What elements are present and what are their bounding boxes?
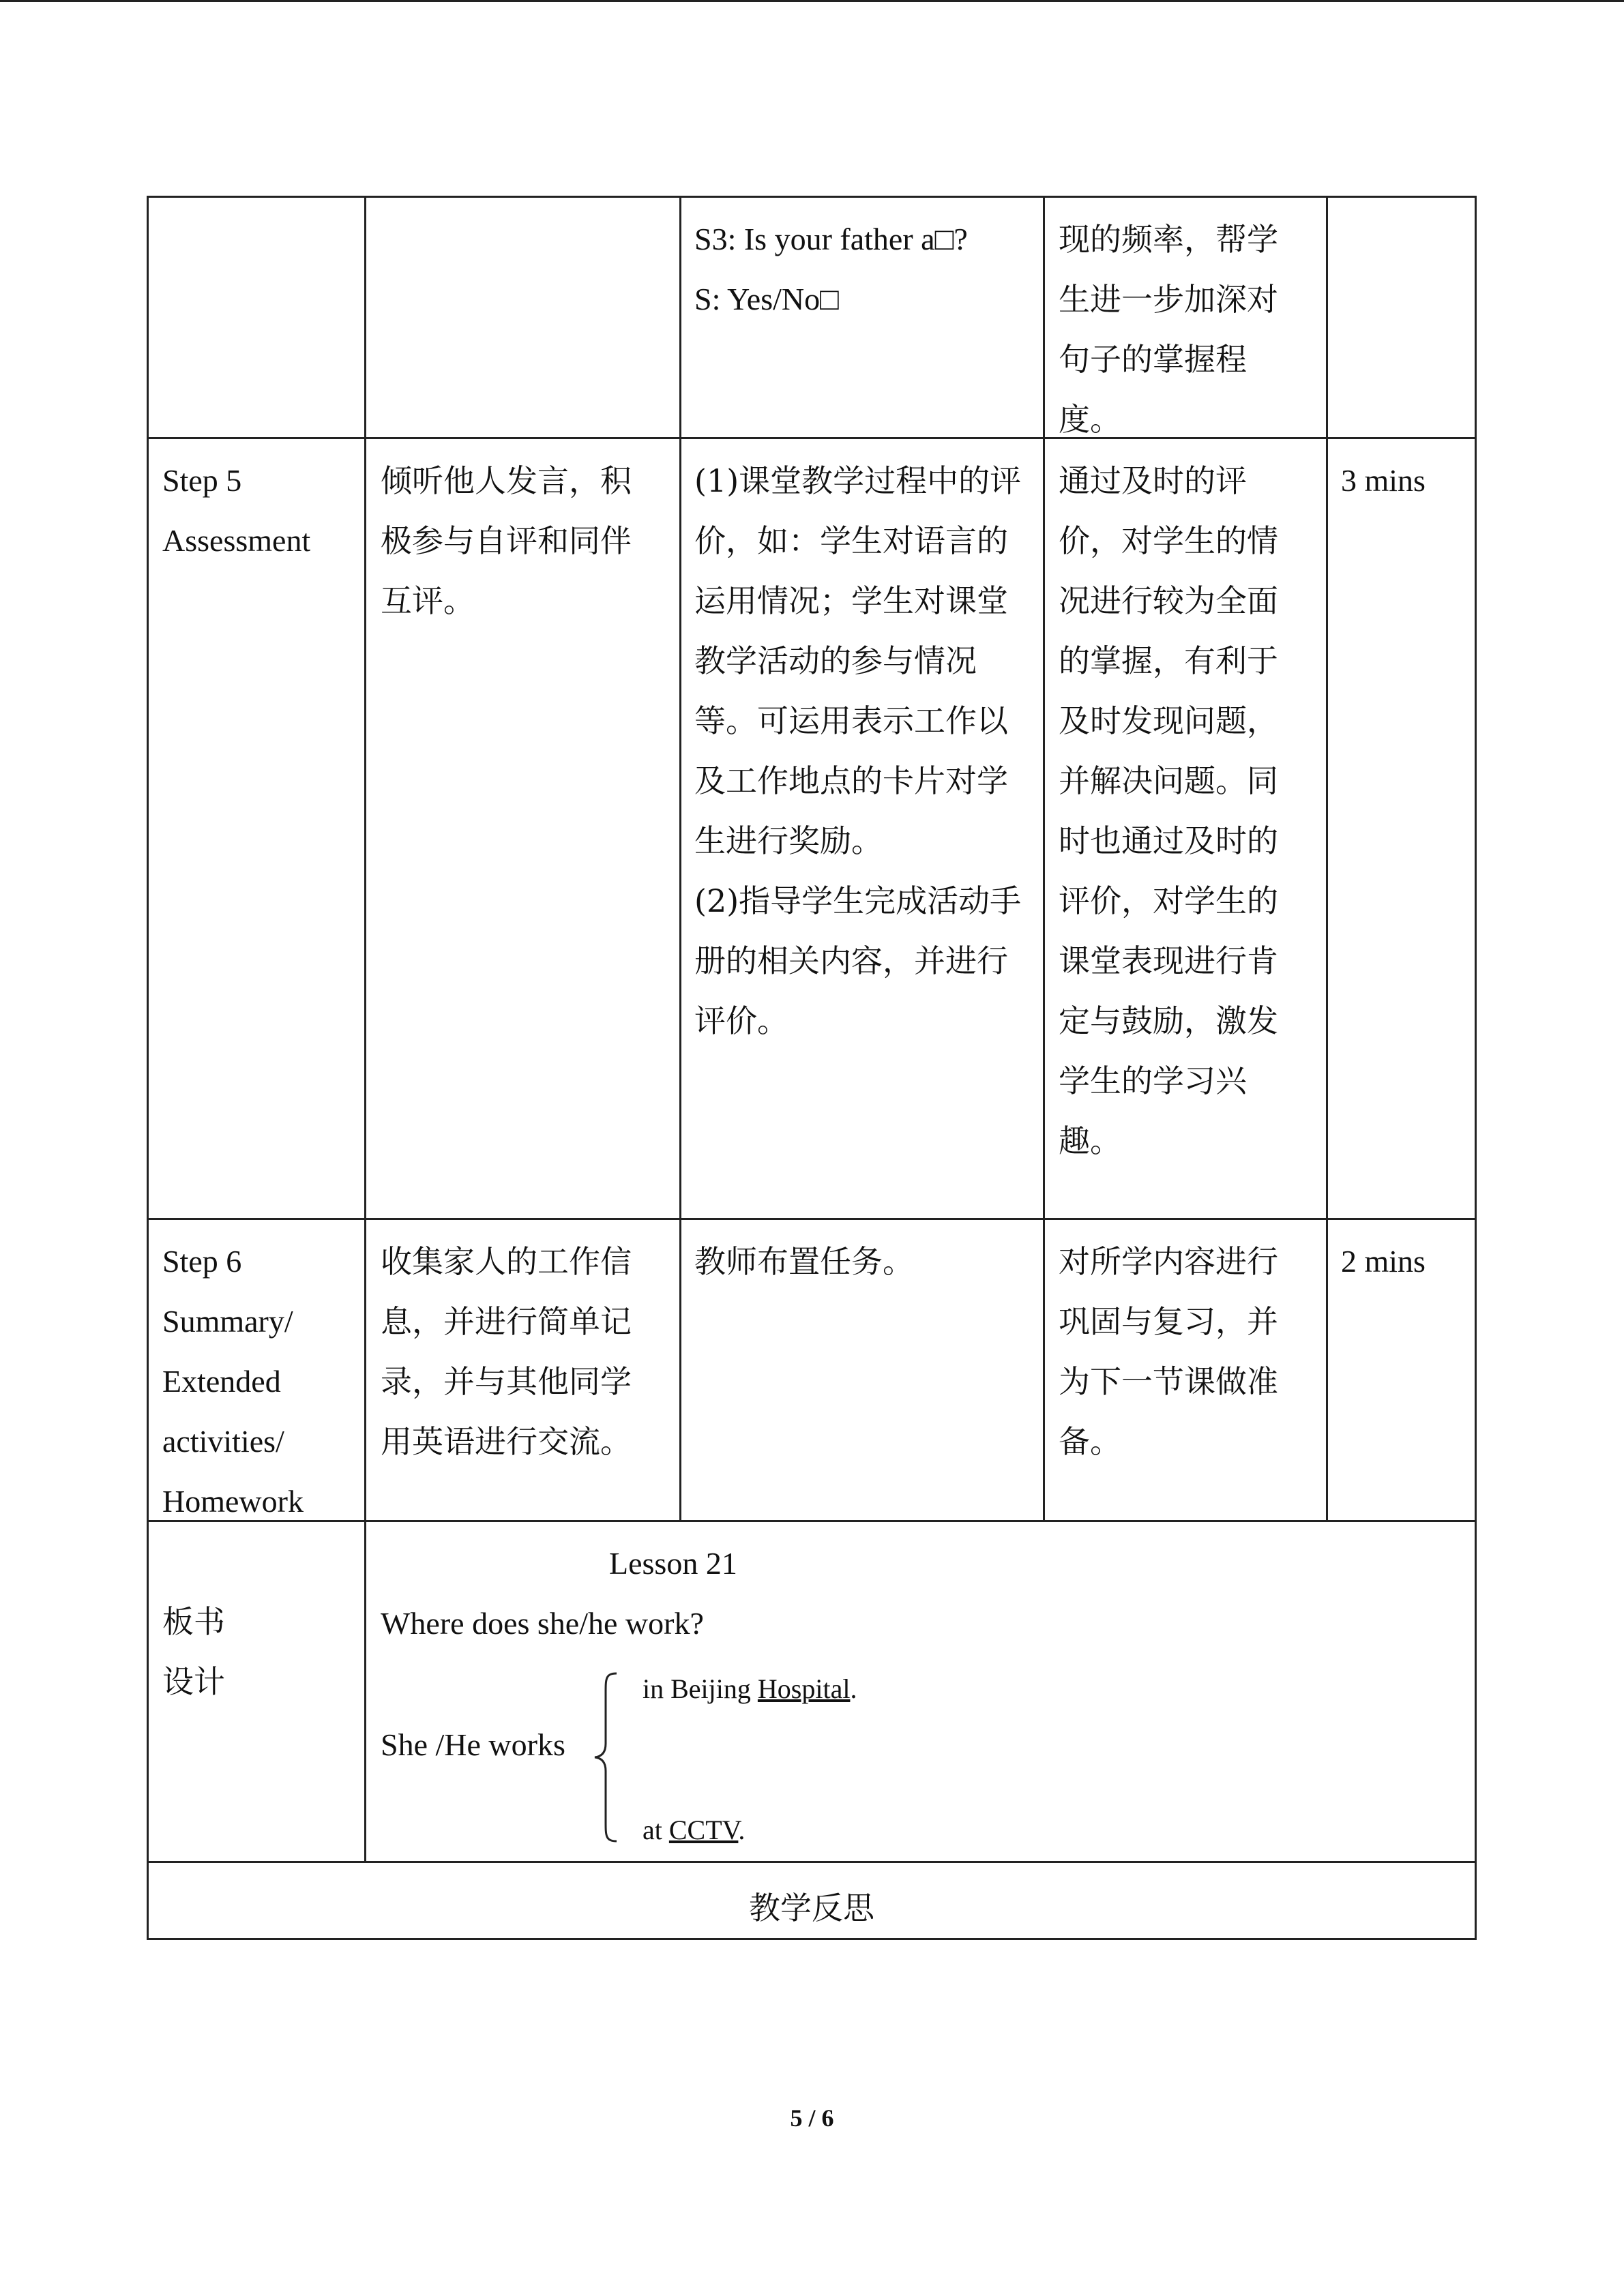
text-line: (1)课堂教学过程中的评 (694, 462, 1022, 499)
dialogue-line: S3: Is your father a□? (694, 222, 968, 256)
step-label-line: Extended (162, 1364, 281, 1399)
reflection-title: 教学反思 (749, 1890, 874, 1926)
time-value: 3 mins (1341, 463, 1426, 498)
text-line: 极参与自评和同伴 (381, 522, 632, 559)
board-question: Where does she/he work? (381, 1606, 704, 1641)
table-line (147, 196, 149, 1940)
text-line: 运用情况；学生对课堂 (694, 582, 1008, 619)
step5-time-cell (1341, 451, 1471, 511)
text-line: 学生的学习兴 (1059, 1062, 1247, 1099)
step6-label-cell (162, 1232, 360, 1532)
text-line: 息，并进行简单记 (381, 1303, 632, 1340)
table-line (147, 196, 1477, 198)
text-line: 巩固与复习，并 (1059, 1303, 1278, 1340)
text-line: (2)指导学生完成活动手 (694, 882, 1022, 919)
text-line: 对所学内容进行 (1059, 1243, 1278, 1280)
text-line: 趣。 (1059, 1122, 1121, 1159)
text-line: 册的相关内容，并进行 (694, 942, 1008, 979)
text-line: 用英语进行交流。 (381, 1423, 632, 1460)
step-label-line: Assessment (162, 523, 311, 558)
text-line: 收集家人的工作信 (381, 1243, 632, 1280)
step5-teacher-cell (694, 451, 1039, 1051)
text-line: 并解决问题。同 (1059, 762, 1278, 799)
step6-intent-cell (1059, 1232, 1321, 1472)
step5-student-cell (381, 451, 675, 631)
board-label-line: 设计 (162, 1663, 225, 1700)
table-line (1326, 196, 1328, 1522)
underlined-place: Hospital (757, 1673, 851, 1704)
text-line: 价，如：学生对语言的 (694, 522, 1008, 559)
step6-student-cell (381, 1232, 675, 1472)
board-label-cell (162, 1592, 360, 1712)
step-label-line: Summary/ (162, 1304, 293, 1339)
text-line: 时也通过及时的 (1059, 822, 1278, 859)
step-label-line: Homework (162, 1484, 304, 1519)
text-line: 评价。 (694, 1002, 788, 1039)
text-line: 生进行奖励。 (694, 822, 883, 859)
text-line: 录，并与其他同学 (381, 1363, 632, 1400)
text-line: 定与鼓励，激发 (1059, 1002, 1278, 1039)
continued-activity-cell (694, 209, 1035, 329)
step6-teacher-cell (694, 1232, 1039, 1292)
text-line: 课堂表现进行肯 (1059, 942, 1278, 979)
text-line: 教师布置任务。 (694, 1243, 914, 1280)
board-line-hospital (643, 1659, 1120, 1719)
text-line: 况进行较为全面 (1059, 582, 1278, 619)
table-line (1043, 196, 1045, 1522)
text-line: 价，对学生的情 (1059, 522, 1278, 559)
board-label-line: 板书 (162, 1603, 225, 1640)
text-line: 的掌握，有利于 (1059, 642, 1278, 679)
table-line (147, 1861, 1477, 1863)
curly-brace-icon (592, 1672, 619, 1843)
page-number: 5 / 6 (790, 2104, 834, 2132)
dialogue-line: S: Yes/No□ (694, 282, 839, 316)
text-line: 句子的掌握程 (1059, 341, 1247, 378)
text-line: 通过及时的评 (1059, 462, 1247, 499)
text-line: 备。 (1059, 1423, 1121, 1460)
text-span: . (738, 1815, 745, 1845)
table-line (147, 1218, 1477, 1220)
table-line (364, 196, 366, 1863)
board-lesson-title: Lesson 21 (609, 1546, 737, 1581)
text-line: 生进一步加深对 (1059, 281, 1278, 318)
text-line: 及工作地点的卡片对学 (694, 762, 1008, 799)
text-line: 为下一节课做准 (1059, 1363, 1278, 1400)
step-label-line: Step 5 (162, 463, 242, 498)
text-line: 评价，对学生的 (1059, 882, 1278, 919)
text-span: . (850, 1673, 857, 1704)
step-label-line: activities/ (162, 1424, 284, 1459)
step6-time-cell (1341, 1232, 1471, 1292)
text-line: 及时发现问题， (1059, 702, 1278, 739)
board-subject: She /He works (381, 1727, 565, 1762)
step5-label-cell (162, 451, 360, 571)
underlined-place: CCTV (668, 1815, 739, 1845)
table-line (679, 196, 681, 1522)
text-line: 等。可运用表示工作以 (694, 702, 1008, 739)
continued-intent-cell (1059, 209, 1321, 449)
time-value: 2 mins (1341, 1244, 1426, 1279)
text-line: 度。 (1059, 401, 1121, 438)
text-line: 倾听他人发言，积 (381, 462, 632, 499)
text-span: at (643, 1815, 669, 1845)
table-line (147, 1938, 1477, 1940)
step-label-line: Step 6 (162, 1244, 242, 1279)
page-top-border (0, 0, 1624, 2)
board-line-cctv (643, 1800, 1120, 1860)
step5-intent-cell (1059, 451, 1321, 1171)
text-line: 互评。 (381, 582, 475, 619)
text-span: in Beijing (643, 1673, 758, 1704)
table-line (1475, 196, 1477, 1940)
text-line: 现的频率，帮学 (1059, 221, 1278, 258)
text-line: 教学活动的参与情况 (694, 642, 977, 679)
